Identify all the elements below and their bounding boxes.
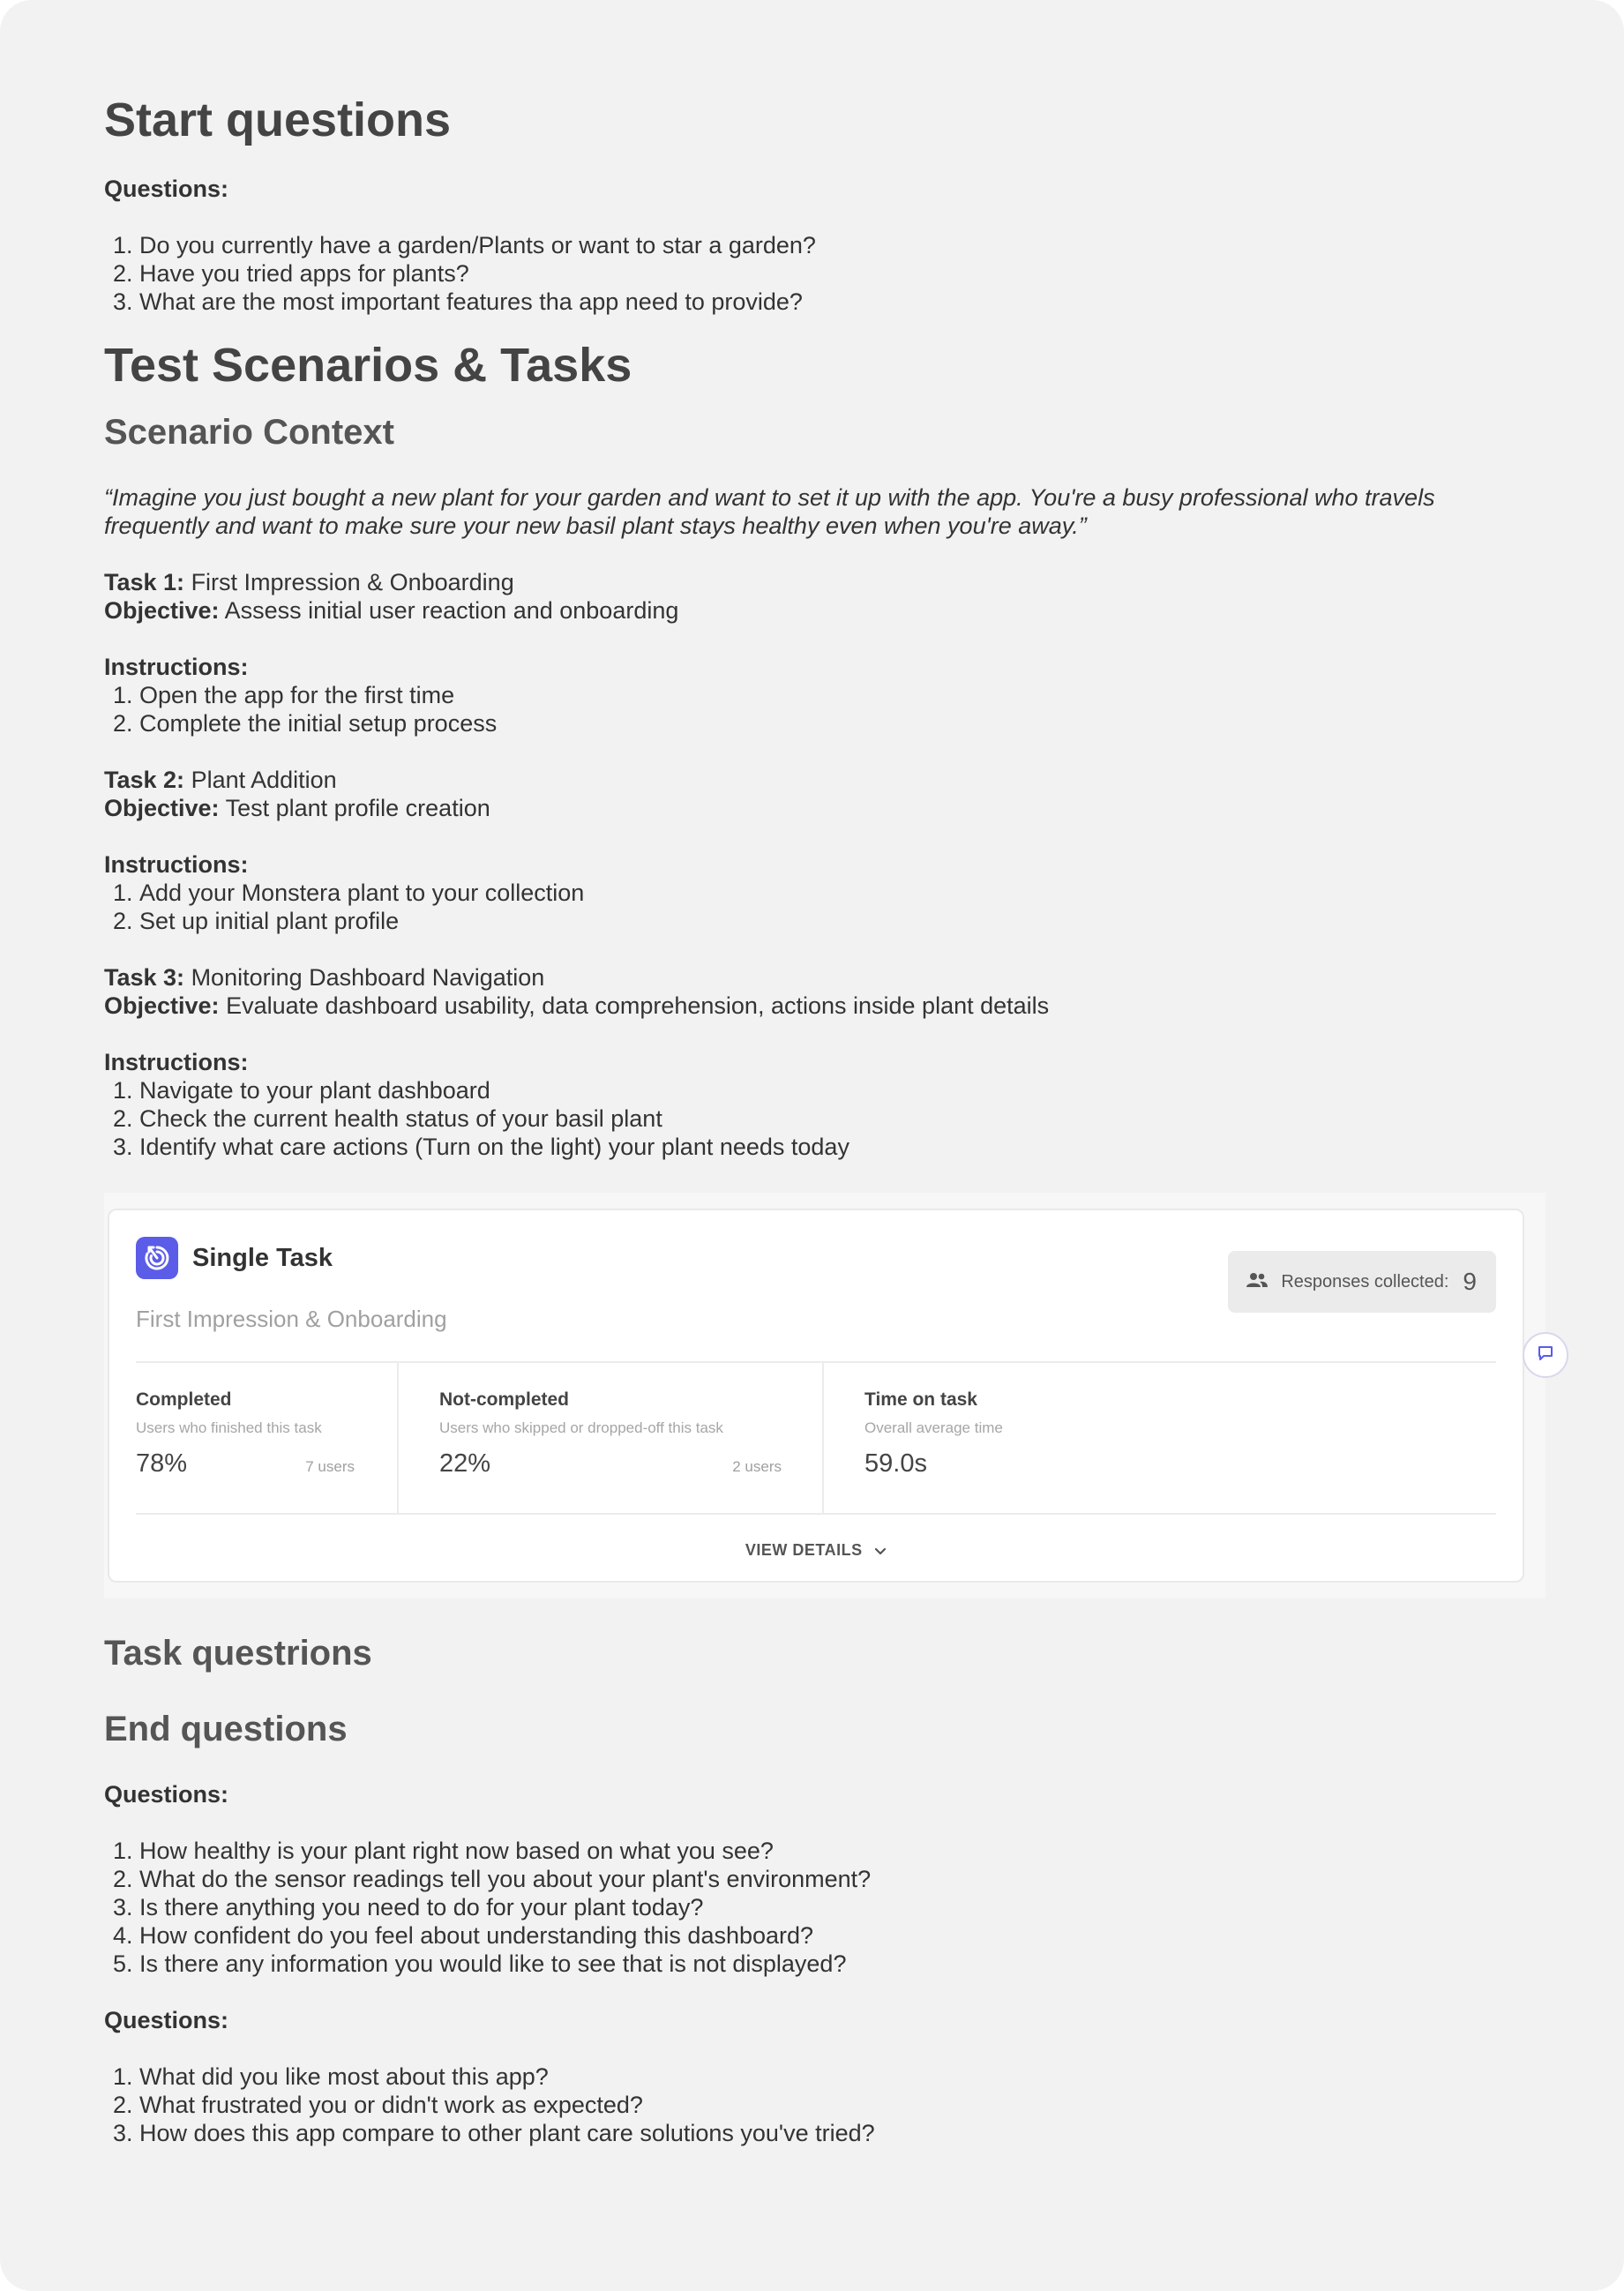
single-task-card [108, 1209, 1524, 1583]
list-item: 3. What are the most important features tha app need to provide? [139, 288, 1524, 316]
card-header [136, 1237, 1496, 1333]
stat-title: Completed [136, 1389, 232, 1410]
objective-text: Evaluate dashboard usability, data comprehension, actions inside plant details [226, 992, 1050, 1019]
comment-button[interactable] [1523, 1332, 1568, 1378]
stat-subtitle: Users who finished this task [136, 1419, 322, 1436]
end-questions-label-2: Questions: [104, 2007, 229, 2033]
task-2-block [104, 766, 1524, 822]
responses-count: 9 [1463, 1268, 1477, 1295]
list-item: 3. How does this app compare to other plant care solutions you've tried? [139, 2119, 1524, 2147]
task-label: Task 3: [104, 964, 185, 991]
task-label: Task 2: [104, 767, 185, 793]
card-title: Single Task [192, 1243, 333, 1272]
stat-title: Time on task [864, 1389, 977, 1410]
list-item: 1. What did you like most about this app? [139, 2063, 1524, 2091]
stat-users: 2 users [732, 1458, 782, 1475]
stat-value: 59.0s [864, 1449, 927, 1478]
task-questions-heading: Task questrions [104, 1634, 372, 1673]
list-item: 2. Set up initial plant profile [139, 907, 1524, 935]
end-questions-list-2 [104, 2063, 1524, 2147]
end-questions-heading: End questions [104, 1710, 348, 1748]
stat-title: Not-completed [439, 1389, 569, 1410]
instructions-label: Instructions: [104, 1049, 249, 1075]
scenario-context-heading: Scenario Context [104, 413, 394, 452]
stat-completed [136, 1363, 399, 1513]
objective-text: Assess initial user reaction and onboarding [224, 597, 679, 624]
task-1-instructions [104, 653, 1524, 737]
list-item: 1. Do you currently have a garden/Plants or want to star a garden? [139, 231, 1524, 259]
task-3-instructions [104, 1048, 1524, 1161]
start-questions-heading: Start questions [104, 94, 452, 146]
responses-collected-badge [1228, 1251, 1496, 1313]
task-stats [136, 1363, 1496, 1513]
instructions-list [104, 681, 1524, 737]
instructions-list [104, 1076, 1524, 1161]
list-item: 1. Add your Monstera plant to your collection [139, 879, 1524, 907]
list-item: 3. Identify what care actions (Turn on the light) your plant needs today [139, 1133, 1524, 1161]
responses-label: Responses collected: [1281, 1271, 1449, 1291]
list-item: 4. How confident do you feel about understanding this dashboard? [139, 1921, 1524, 1950]
view-details-button[interactable] [136, 1515, 1496, 1561]
list-item: 2. What do the sensor readings tell you about your plant's environment? [139, 1865, 1524, 1893]
stat-time-on-task [824, 1363, 1496, 1513]
task-name: First Impression & Onboarding [191, 569, 514, 595]
instructions-label: Instructions: [104, 654, 249, 680]
task-2-instructions [104, 850, 1524, 935]
objective-label: Objective: [104, 992, 220, 1019]
list-item: 1. Open the app for the first time [139, 681, 1524, 709]
task-name: Monitoring Dashboard Navigation [191, 964, 545, 991]
objective-label: Objective: [104, 597, 220, 624]
task-name: Plant Addition [191, 767, 337, 793]
instructions-list [104, 879, 1524, 935]
task-1-block [104, 568, 1524, 625]
single-task-icon [136, 1237, 178, 1279]
task-label: Task 1: [104, 569, 185, 595]
chevron-down-icon [874, 1542, 887, 1561]
objective-label: Objective: [104, 795, 220, 821]
instructions-label: Instructions: [104, 851, 249, 878]
task-card-container [104, 1193, 1545, 1598]
list-item: 2. Check the current health status of your basil plant [139, 1104, 1524, 1133]
comment-icon [1536, 1344, 1555, 1367]
users-icon [1246, 1272, 1269, 1292]
list-item: 1. Navigate to your plant dashboard [139, 1076, 1524, 1104]
list-item: 1. How healthy is your plant right now based on what you see? [139, 1837, 1524, 1865]
end-questions-label: Questions: [104, 1781, 229, 1808]
start-questions-label: Questions: [104, 176, 229, 202]
list-item: 3. Is there anything you need to do for your plant today? [139, 1893, 1524, 1921]
end-questions-list [104, 1837, 1524, 1978]
test-scenarios-heading: Test Scenarios & Tasks [104, 339, 632, 392]
scenario-context-quote: “Imagine you just bought a new plant for your garden and want to set it up with the app. You're a busy professional who travels frequently and want to make sure your new basil plant stays healthy even when you're away.” [104, 484, 1435, 539]
view-details-label: VIEW DETAILS [745, 1541, 863, 1559]
stat-not-completed [399, 1363, 824, 1513]
card-subtitle: First Impression & Onboarding [136, 1306, 447, 1332]
stat-subtitle: Overall average time [864, 1419, 1003, 1436]
list-item: 2. What frustrated you or didn't work as expected? [139, 2091, 1524, 2119]
start-questions-list [104, 231, 1524, 316]
document-content [104, 88, 1524, 2147]
stat-subtitle: Users who skipped or dropped-off this task [439, 1419, 723, 1436]
list-item: 2. Complete the initial setup process [139, 709, 1524, 737]
objective-text: Test plant profile creation [225, 795, 490, 821]
stat-value: 22% [439, 1449, 491, 1478]
list-item: 2. Have you tried apps for plants? [139, 259, 1524, 288]
stat-value: 78% [136, 1449, 188, 1478]
list-item: 5. Is there any information you would like to see that is not displayed? [139, 1950, 1524, 1978]
stat-users: 7 users [305, 1458, 355, 1475]
task-3-block [104, 963, 1524, 1020]
